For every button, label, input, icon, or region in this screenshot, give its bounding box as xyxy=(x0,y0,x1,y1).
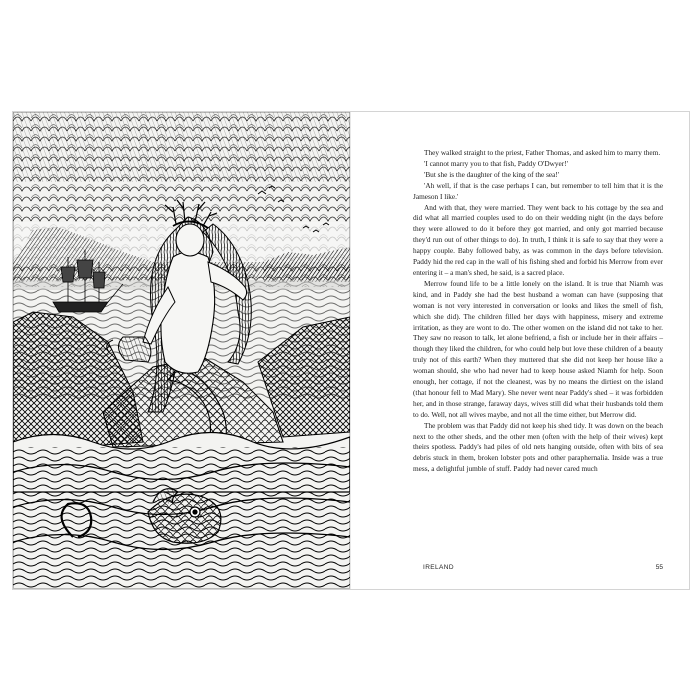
paragraph: And with that, they were married. They went back to his cottage by the sea and did what all married couples used to do on their wedding night (in the days before they were allowed to do it before they got married, and only got married because they'd run out of other things to do). In truth, I think it is safe to say that they were a happy couple. Baby followed baby, as was common in the days before television. Paddy hid the red cap in the wall of his fishing shed and forbid his Merrow from ever entering it – a man's shed, he said, is a sacred place. xyxy=(413,202,663,277)
illustration-page xyxy=(13,112,350,589)
mermaid-head xyxy=(176,224,204,256)
text-page xyxy=(351,112,689,589)
paragraph: Merrow found life to be a little lonely on the island. It is true that Niamh was kind, and in Paddy she had the best husband a woman can have (supposing that woman is not very interested in conversation or looks and likes the smell of fish, which she did). The children filled her days with happiness, misery and extreme irritation, as they are wont to do. The other women on the island did not take to her. They saw no reason to talk, let alone befriend, a fish or include her in their affairs – though they liked the children, for who could help but love these children of a beauty truly not of this earth? When they muttered that she did not keep her house like a woman should, she who had never had to keep house asked Niamh for help. Soon enough, her cottage, if not the cleanest, was by no means the dirtiest on the island (that honour fell to Mad Mary). She never went near Paddy's shed – it was forbidden her, and in those strange, faraway days, wives still did what their husbands told them to do. Well, not all wives maybe, and not all the time either, but Merrow did. xyxy=(413,278,663,419)
running-footer: IRELAND xyxy=(423,564,454,571)
mermaid-illustration xyxy=(13,112,350,589)
book-spread xyxy=(12,111,690,590)
paragraph: The problem was that Paddy did not keep his shed tidy. It was down on the beach next to the other sheds, and the other men (often with the help of their wives) kept theirs spotless. Paddy's had piles of old nets hanging outside, often with bits of sea debris stuck in them, broken lobster pots and other paraphernalia. Inside was a true mess, a delightful jumble of stuff. Paddy had never cared much xyxy=(413,420,663,474)
paragraph: 'Ah well, if that is the case perhaps I can, but remember to tell him that it is the Jameson I like.' xyxy=(413,180,663,201)
paragraph: 'But she is the daughter of the king of the sea!' xyxy=(424,169,560,179)
paragraph: 'I cannot marry you to that fish, Paddy O'Dwyer!' xyxy=(424,158,568,168)
paragraph: They walked straight to the priest, Father Thomas, and asked him to marry them. xyxy=(424,148,661,157)
page-number: 55 xyxy=(655,564,663,571)
story-text xyxy=(413,148,663,475)
